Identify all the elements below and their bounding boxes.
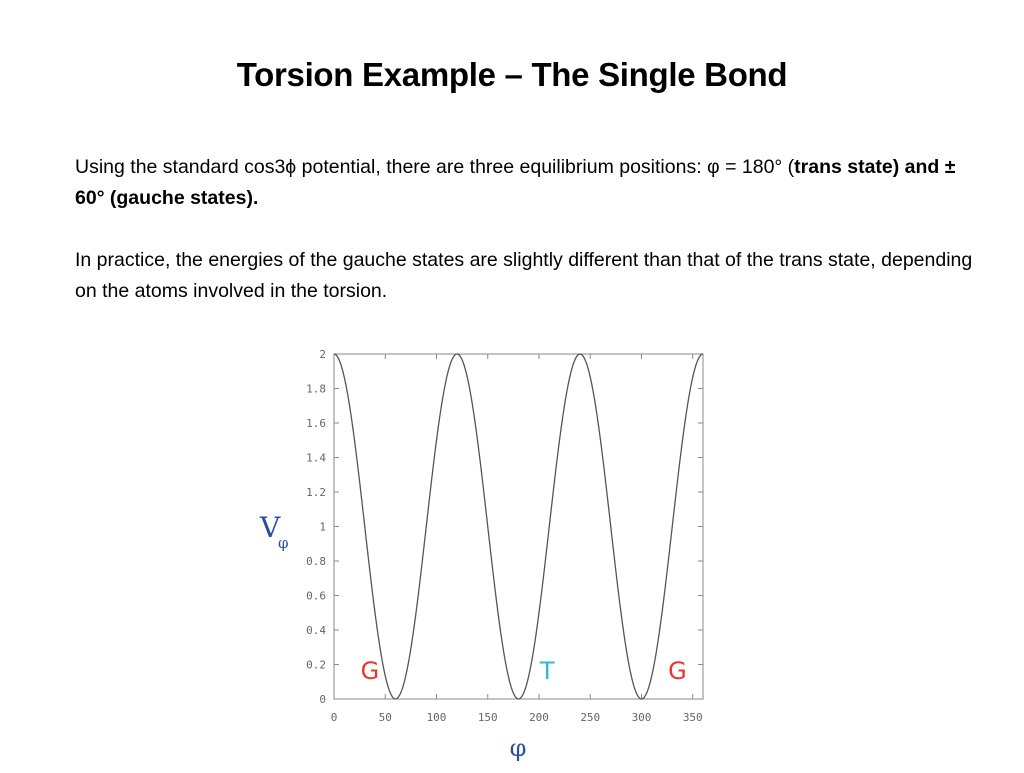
paragraph-equilibrium-text: Using the standard cos3ϕ potential, there are three equilibrium positions: φ = 180° ( (75, 156, 794, 178)
y-axis-label-subscript: φ (278, 534, 289, 552)
y-tick-label: 2 (319, 348, 326, 361)
y-tick-label: 0.4 (306, 624, 326, 637)
y-tick-label: 1.6 (306, 417, 326, 430)
y-tick-label: 1.8 (306, 383, 326, 396)
state-annotation: T (539, 657, 555, 685)
x-tick-label: 0 (331, 711, 338, 724)
y-axis-label: V (259, 511, 281, 544)
x-tick-label: 350 (683, 711, 703, 724)
y-tick-label: 0.8 (306, 555, 326, 568)
x-tick-label: 50 (379, 711, 392, 724)
slide-title: Torsion Example – The Single Bond (0, 56, 1024, 94)
y-tick-label: 1.4 (306, 452, 326, 465)
series-line (334, 354, 703, 699)
y-tick-label: 1.2 (306, 486, 326, 499)
x-tick-label: 200 (529, 711, 549, 724)
x-tick-label: 300 (632, 711, 652, 724)
state-annotation: G (668, 657, 687, 685)
x-tick-label: 150 (478, 711, 498, 724)
y-tick-label: 1 (319, 521, 326, 534)
y-tick-label: 0.6 (306, 590, 326, 603)
paragraph-equilibrium-bold: trans state) and ± 60° (gauche states). (75, 156, 955, 209)
plot-frame (334, 354, 703, 699)
paragraph-practice: In practice, the energies of the gauche states are slightly different than that of the trans state, depending on the atoms involved in the torsion. (75, 245, 975, 307)
x-tick-label: 250 (580, 711, 600, 724)
y-tick-label: 0 (319, 693, 326, 706)
x-tick-label: 100 (427, 711, 447, 724)
y-tick-label: 0.2 (306, 659, 326, 672)
x-axis-label: φ (510, 734, 527, 762)
state-annotation: G (361, 657, 380, 685)
